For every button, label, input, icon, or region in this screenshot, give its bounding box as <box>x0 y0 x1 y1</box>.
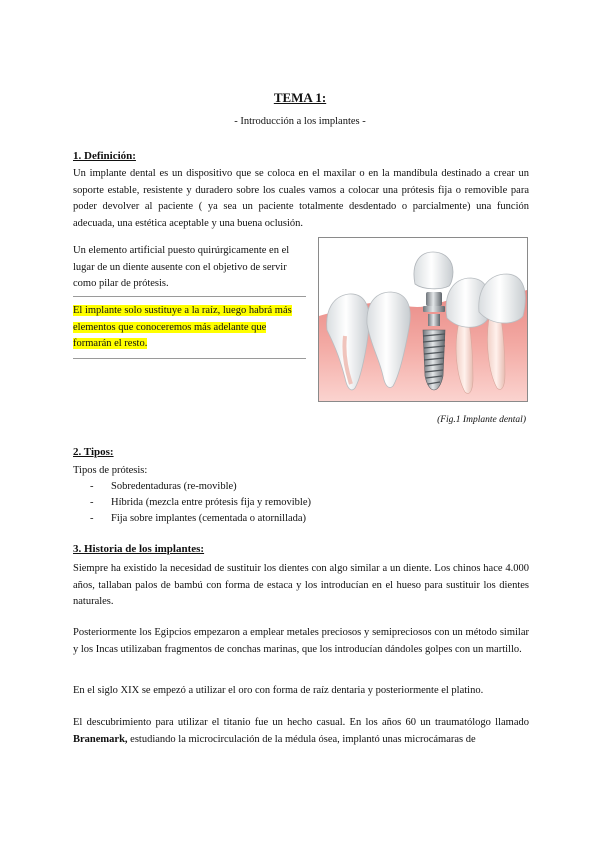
page-subtitle: - Introducción a los implantes - <box>234 116 366 127</box>
list-intro: Tipos de prótesis: <box>73 465 148 476</box>
divider-top <box>73 296 306 297</box>
bullet-dash: - <box>90 513 94 524</box>
list-item-text: Híbrida (mezcla entre prótesis fija y removible) <box>111 497 312 508</box>
name-branemark: Branemark, <box>73 733 128 745</box>
list-item <box>73 511 311 527</box>
history-paragraph-4 <box>73 715 529 748</box>
prosthesis-types-list <box>73 463 311 527</box>
figure-caption: (Fig.1 Implante dental) <box>437 415 526 425</box>
history-paragraph-3: En el siglo XIX se empezó a utilizar el oro con forma de raíz dentaria y posteriormente el platino. <box>73 685 484 696</box>
section-heading-tipos: 2. Tipos: <box>73 446 114 458</box>
definition-paragraph: Un implante dental es un dispositivo que se coloca en el maxilar o en la mandíbula destinado a crear un soporte estable, resistente y duradero sobre los cuales vamos a colocar una prótesis fija o removible para poder devolver al paciente ( ya sea un paciente totalmente desdentado o parcialmente) una función adecuada, una estética aceptable y una buena oclusión. <box>73 168 529 229</box>
history-paragraph-1: Siempre ha existido la necesidad de sustituir los dientes con algo similar a un diente. Los chinos hace 4.000 años, tallaban palos de bambú con forma de estaca y los introducían en el hueso para sustituir los dientes naturales. <box>73 563 529 607</box>
paragraph-text: El descubrimiento para utilizar el titanio fue un hecho casual. En los años 60 un traumatólogo llamado <box>73 717 529 728</box>
section-heading-historia: 3. Historia de los implantes: <box>73 543 205 555</box>
section-heading-definicion: 1. Definición: <box>73 150 136 162</box>
paragraph-text: estudiando la microcirculación de la médula ósea, implantó unas microcámaras de <box>127 733 476 745</box>
list-item <box>73 495 311 511</box>
divider-bottom <box>73 358 306 359</box>
list-item-text: Fija sobre implantes (cementada o atornillada) <box>111 513 307 524</box>
list-item <box>73 479 311 495</box>
bullet-dash: - <box>90 481 94 492</box>
highlight-note <box>73 303 306 353</box>
definition-text: Un elemento artificial puesto quirúrgicamente en el lugar de un diente ausente con el objetivo de servir como pilar de prótesis. <box>73 245 290 289</box>
dental-implant-figure <box>318 237 528 402</box>
page-title: TEMA 1: <box>273 90 327 105</box>
list-item-text: Sobredentaduras (re-movible) <box>111 481 237 492</box>
bullet-dash: - <box>90 497 94 508</box>
dental-implant-illustration <box>319 238 527 401</box>
history-paragraph-2: Posteriormente los Egipcios empezaron a emplear metales preciosos y semipreciosos con un método similar y los Incas utilizaban fragmentos de conchas marinas, que los introducían dándoles golpes con un martillo. <box>73 627 529 655</box>
highlighted-text: El implante solo sustituye a la raíz, luego habrá más elementos que conoceremos más adelante que formarán el resto. <box>73 305 292 349</box>
